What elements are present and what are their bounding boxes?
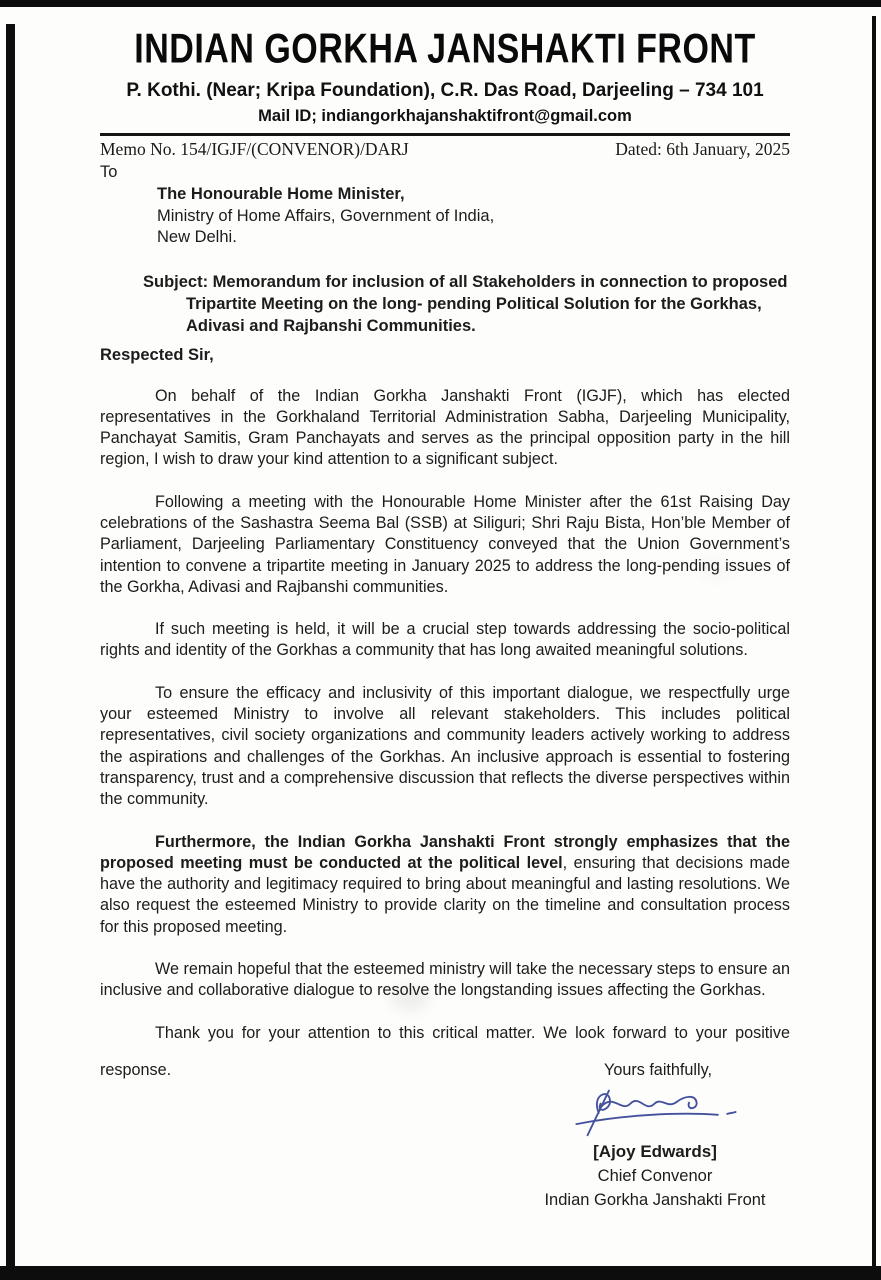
scan-border-right <box>872 16 876 1268</box>
paragraph-5-rest: , ensuring that decisions made have the authority and legitimacy required to bring about meaningful and lasting resolutions. We also request the esteemed Ministry to provide clarity on the timeline and consultation process for this proposed meeting. <box>100 853 791 936</box>
subject-text: Memorandum for inclusion of all Stakeholders in connection to proposed Tripartite Meeting on the long- pending Political Solution for the Gorkhas, Adivasi and Rajbanshi Communities. <box>186 272 788 335</box>
recipient-line3: New Delhi. <box>157 228 237 246</box>
signatory-name: [Ajoy Edwards] <box>593 1142 717 1162</box>
body-paragraph-6: We remain hopeful that the esteemed ministry will take the necessary steps to ensure an inclusive and collaborative dialogue to resolve the longstanding issues affecting the Gorkhas. <box>100 960 790 1000</box>
letter-date: Dated: 6th January, 2025 <box>615 139 790 159</box>
response-word: response. <box>100 1061 172 1080</box>
signatory-organization: Indian Gorkha Janshakti Front <box>544 1191 766 1210</box>
greeting: Respected Sir, <box>100 345 214 364</box>
to-label: To <box>100 163 118 181</box>
paragraph-5-bold-lead: Furthermore, the Indian Gorkha Janshakti Front strongly emphasizes that the proposed meeting must be conducted at the political level <box>100 832 790 872</box>
body-paragraph-4: To ensure the efficacy and inclusivity of this important dialogue, we respectfully urge your esteemed Ministry to involve all relevant stakeholders. This includes political representatives, civil society organizations and community leaders actively working to address the aspirations and challenges of the Gorkhas. An inclusive approach is essential to fostering transparency, trust and a comprehensive discussion that reflects the diverse perspectives within the community. <box>100 683 790 809</box>
scan-border-bottom <box>0 1266 881 1280</box>
body-paragraph-7-line1: Thank you for your attention to this critical matter. We look forward to your positive <box>155 1023 790 1042</box>
subject-line <box>143 271 790 337</box>
org-address: P. Kothi. (Near; Kripa Foundation), C.R. Das Road, Darjeeling – 734 101 <box>126 80 764 101</box>
handwritten-signature <box>563 1085 748 1139</box>
body-paragraph-1: On behalf of the Indian Gorkha Janshakti Front (IGJF), which has elected representatives in the Gorkhaland Territorial Administration Sabha, Darjeeling Municipality, Panchayat Samitis, Gram Panchayats and serves as the principal opposition party in the hill region, I wish to draw your kind attention to a significant subject. <box>100 386 790 469</box>
recipient-block <box>157 184 790 249</box>
body-paragraph-7-line2 <box>100 1060 790 1081</box>
letterhead-divider <box>100 133 790 136</box>
valediction: Yours faithfully, <box>604 1061 712 1080</box>
org-email: Mail ID; indiangorkhajanshaktifront@gmail.com <box>258 107 632 125</box>
scan-border-left <box>6 24 15 1280</box>
recipient-line2: Ministry of Home Affairs, Government of India, <box>157 206 495 225</box>
letter-page <box>100 0 790 1212</box>
signature-block <box>520 1085 790 1212</box>
body-paragraph-2: Following a meeting with the Honourable Home Minister after the 61st Raising Day celebrations of the Sashastra Seema Bal (SSB) at Siliguri; Shri Raju Bista, Hon’ble Member of Parliament, Darjeeling Parliamentary Constituency conveyed that the Union Government’s intention to convene a tripartite meeting in January 2025 to address the long-pending issues of the Gorkha, Adivasi and Rajbanshi communities. <box>100 492 790 596</box>
recipient-name: The Honourable Home Minister, <box>157 185 405 203</box>
org-name-title: INDIAN GORKHA JANSHAKTI FRONT <box>134 25 756 73</box>
memo-date-row <box>100 139 790 160</box>
memo-number: Memo No. 154/IGJF/(CONVENOR)/DARJ <box>100 139 409 159</box>
body-paragraph-5 <box>100 832 790 938</box>
body-paragraph-3: If such meeting is held, it will be a crucial step towards addressing the socio-political rights and identity of the Gorkhas a community that has long awaited meaningful solutions. <box>100 620 790 660</box>
subject-label: Subject: <box>143 272 209 291</box>
signatory-title: Chief Convenor <box>597 1167 713 1186</box>
